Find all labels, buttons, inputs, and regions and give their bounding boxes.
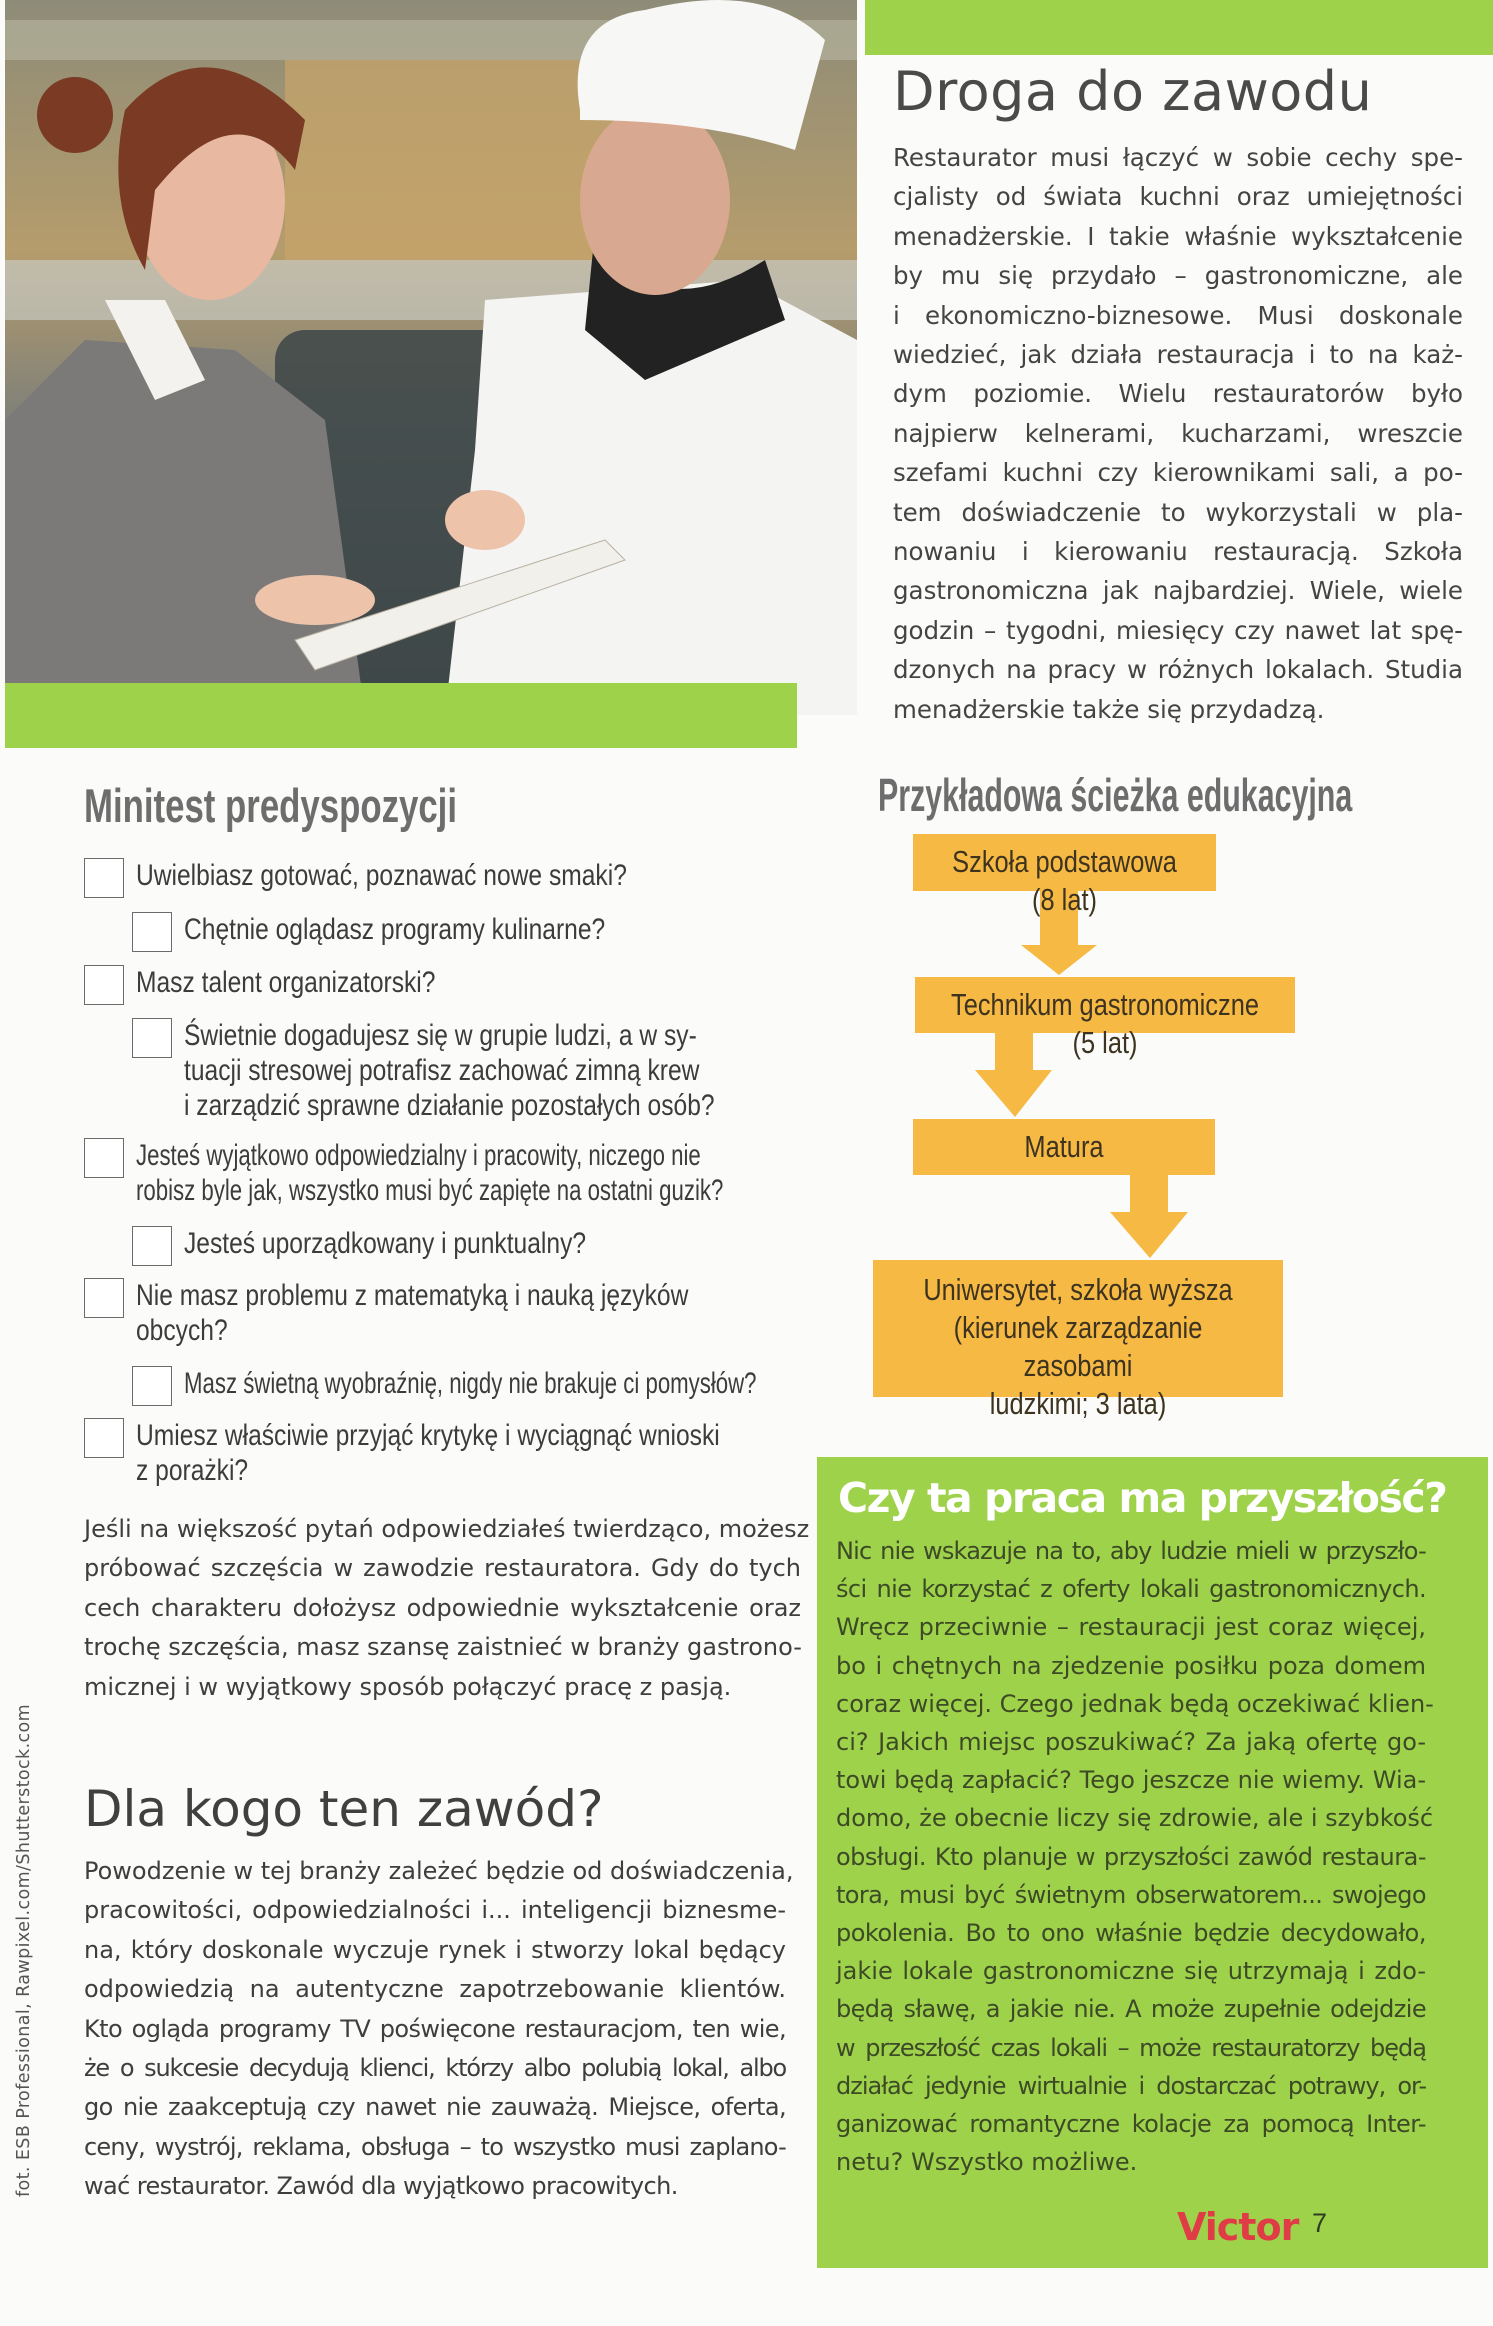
step-text: Technikum gastronomiczne (5 lat) bbox=[950, 987, 1260, 1060]
dla-kogo-body bbox=[84, 1852, 794, 2207]
minitest-item[interactable] bbox=[132, 912, 698, 952]
minitest-item[interactable] bbox=[84, 1418, 848, 1488]
minitest-item[interactable] bbox=[132, 1018, 831, 1123]
step-text: Szkoła podstawowa (8 lat) bbox=[952, 844, 1177, 917]
future-line: coraz więcej. Czego jednak będą oczekiwać klien- bbox=[836, 1689, 1434, 1718]
droga-line: dzonych na pracy w różnych lokalach. Studia bbox=[893, 655, 1463, 685]
dla-kogo-line: Powodzenie w tej branży zależeć będzie od doświadczenia, bbox=[84, 1857, 794, 1885]
checkbox[interactable] bbox=[84, 965, 124, 1005]
future-line: ci? Jakich miejsc poszukiwać? Za jaką ofertę go- bbox=[836, 1728, 1426, 1757]
droga-line: szefami kuchni czy kierownikami sali, a po- bbox=[893, 458, 1463, 488]
question-line: tuacji stresowej potrafisz zachować zimną krew bbox=[184, 1054, 700, 1087]
dla-kogo-line: wać restaurator. Zawód dla wyjątkowo pracowitych. bbox=[84, 2172, 678, 2201]
future-line: tora, musi być świetnym obserwatorem... swojego bbox=[836, 1880, 1426, 1909]
minitest-item[interactable] bbox=[84, 1138, 930, 1208]
summary-line: micznej i w wyjątkowy sposób połączyć pracę z pasją. bbox=[84, 1672, 732, 1701]
question-line: Masz talent organizatorski? bbox=[136, 966, 436, 999]
hero-photo bbox=[5, 0, 857, 715]
question-line: Nie masz problemu z matematyką i nauką języków bbox=[136, 1279, 689, 1312]
summary-line: trochę szczęścia, masz szansę zaistnieć w branży gastrono- bbox=[84, 1633, 802, 1662]
step-label bbox=[910, 1271, 1246, 1423]
question-line: Jesteś uporządkowany i punktualny? bbox=[184, 1227, 587, 1260]
summary-line: Jeśli na większość pytań odpowiedziałeś twierdząco, możesz bbox=[84, 1515, 810, 1543]
page-number: 7 bbox=[1312, 2208, 1328, 2238]
droga-line: Restaurator musi łączyć w sobie cechy spe- bbox=[893, 143, 1463, 172]
droga-line: nowaniu i kierowaniu restauracją. Szkoła bbox=[893, 537, 1463, 567]
checkbox[interactable] bbox=[132, 1226, 172, 1266]
minitest-item[interactable] bbox=[132, 1366, 958, 1406]
checkbox[interactable] bbox=[84, 1418, 124, 1458]
droga-line: tem doświadczenie to wykorzystali w pla- bbox=[893, 497, 1463, 527]
photo-green-bar bbox=[5, 683, 797, 748]
question-line: Uwielbiasz gotować, poznawać nowe smaki? bbox=[136, 859, 627, 892]
minitest-question bbox=[184, 1018, 715, 1123]
minitest-title: Minitest predyspozycji bbox=[84, 779, 458, 832]
step-text: ludzkimi; 3 lata) bbox=[989, 1386, 1167, 1421]
question-line: i zarządzić sprawne działanie pozostałych osób? bbox=[184, 1089, 715, 1122]
checkbox[interactable] bbox=[84, 1138, 124, 1178]
future-line: Wręcz przeciwnie – restauracji jest coraz więcej, bbox=[836, 1613, 1426, 1642]
minitest-question bbox=[136, 1138, 723, 1208]
summary-line: próbować szczęścia w zawodzie restauratora. Gdy do tych bbox=[84, 1554, 801, 1583]
future-line: będą sławę, a jakie nie. A może zupełnie odejdzie bbox=[836, 1995, 1426, 2024]
minitest-item[interactable] bbox=[84, 965, 501, 1005]
future-line: bo i chętnych na zjedzenie posiłku poza domem bbox=[836, 1651, 1426, 1680]
step-label bbox=[940, 843, 1188, 919]
future-line: w przeszłość czas lokali – może restauratorzy będą bbox=[836, 2033, 1426, 2062]
minitest-question bbox=[136, 858, 627, 893]
victor-logo: Victor bbox=[1177, 2205, 1299, 2249]
future-line: towi będą zapłacić? Tego jeszcze nie wiemy. Wia- bbox=[836, 1766, 1426, 1795]
question-line: obcych? bbox=[136, 1314, 228, 1347]
checkbox[interactable] bbox=[132, 1018, 172, 1058]
question-line: Umiesz właściwie przyjąć krytykę i wyciągnąć wnioski bbox=[136, 1419, 720, 1452]
summary-line: cech charakteru dołożysz odpowiednie wykształcenie oraz bbox=[84, 1593, 801, 1622]
droga-body bbox=[893, 138, 1463, 729]
future-body bbox=[836, 1532, 1434, 2181]
checkbox[interactable] bbox=[84, 858, 124, 898]
minitest-question bbox=[184, 1226, 586, 1261]
minitest-question bbox=[136, 1278, 688, 1348]
arrow-down-icon bbox=[1110, 1175, 1188, 1258]
future-line: obsługi. Kto planuje w przyszłości zawód restaura- bbox=[836, 1842, 1426, 1871]
step-text: Matura bbox=[1024, 1129, 1104, 1164]
minitest-item[interactable] bbox=[84, 1278, 810, 1348]
future-line: netu? Wszystko możliwe. bbox=[836, 2148, 1138, 2177]
checkbox[interactable] bbox=[132, 912, 172, 952]
droga-line: cjalisty od świata kuchni oraz umiejętności bbox=[893, 182, 1463, 212]
question-line: Świetnie dogadujesz się w grupie ludzi, a w sy- bbox=[184, 1019, 697, 1052]
future-line: Nic nie wskazuje na to, aby ludzie mieli w przyszło- bbox=[836, 1537, 1426, 1565]
droga-line: dym poziomie. Wielu restauratorów było bbox=[893, 379, 1463, 409]
droga-line: najpierw kelnerami, kucharzami, wreszcie bbox=[893, 418, 1463, 448]
step-label bbox=[940, 1128, 1188, 1166]
future-title: Czy ta praca ma przyszłość? bbox=[838, 1474, 1447, 1522]
future-line: jakie lokale gastronomiczne się utrzymają i zdo- bbox=[836, 1957, 1426, 1986]
future-line: ganizować romantyczne kolacje za pomocą Inter- bbox=[836, 2110, 1426, 2139]
dla-kogo-line: go nie zaakceptują czy nawet nie zauważą. Miejsce, oferta, bbox=[84, 2093, 786, 2122]
dla-kogo-line: ceny, wystrój, reklama, obsługa – to wszystko musi zaplano- bbox=[84, 2132, 786, 2161]
minitest-question bbox=[184, 1366, 757, 1401]
step-text: Uniwersytet, szkoła wyższa bbox=[923, 1272, 1233, 1307]
top-green-bar bbox=[865, 0, 1493, 55]
minitest-question bbox=[136, 1418, 720, 1488]
droga-line: i ekonomiczno-biznesowe. Musi doskonale bbox=[893, 300, 1463, 330]
question-line: Chętnie oglądasz programy kulinarne? bbox=[184, 913, 606, 946]
droga-line: gastronomiczna jak najbardziej. Wiele, wiele bbox=[893, 576, 1463, 606]
question-line: z porażki? bbox=[136, 1454, 249, 1487]
future-line: ści nie korzystać z oferty lokali gastronomicznych. bbox=[836, 1575, 1426, 1604]
future-line: domo, że obecnie liczy się zdrowie, ale i szybkość bbox=[836, 1804, 1434, 1833]
education-path-diagram bbox=[860, 820, 1493, 1421]
step-label bbox=[949, 986, 1261, 1062]
droga-title: Droga do zawodu bbox=[893, 60, 1373, 123]
dla-kogo-title: Dla kogo ten zawód? bbox=[84, 1780, 604, 1838]
question-line: Masz świetną wyobraźnię, nigdy nie brakuje ci pomysłów? bbox=[184, 1367, 757, 1400]
question-line: robisz byle jak, wszystko musi być zapięte na ostatni guzik? bbox=[136, 1174, 724, 1207]
dla-kogo-line: pracowitości, odpowiedzialności i... inteligencji biznesme- bbox=[84, 1896, 786, 1925]
minitest-question bbox=[136, 965, 435, 1000]
photo-credit: fot. ESB Professional, Rawpixel.com/Shutterstock.com bbox=[14, 1703, 34, 2197]
woman-and-chef-photo bbox=[5, 0, 857, 715]
checkbox[interactable] bbox=[84, 1278, 124, 1318]
droga-line: menadżerskie także się przydadzą. bbox=[893, 694, 1325, 724]
droga-line: godzin – tygodni, miesięcy czy nawet lat spę- bbox=[893, 615, 1463, 645]
minitest-summary bbox=[84, 1510, 810, 1707]
question-line: Jesteś wyjątkowo odpowiedzialny i pracowity, niczego nie bbox=[136, 1139, 701, 1172]
future-line: działać jedynie wirtualnie i dostarczać potrawy, or- bbox=[836, 2071, 1426, 2100]
minitest-item[interactable] bbox=[84, 858, 735, 898]
dla-kogo-line: odpowiedzią na autentyczne zapotrzebowanie klientów. bbox=[84, 1975, 786, 2004]
checkbox[interactable] bbox=[132, 1366, 172, 1406]
minitest-question bbox=[184, 912, 605, 947]
droga-line: wiedzieć, jak działa restauracja i to na każ- bbox=[893, 340, 1463, 370]
path-title: Przykładowa ścieżka edukacyjna bbox=[878, 769, 1353, 821]
dla-kogo-line: Kto ogląda programy TV poświęcone restauracjom, ten wie, bbox=[84, 2014, 786, 2043]
step-text: (kierunek zarządzanie zasobami bbox=[953, 1310, 1203, 1383]
future-line: pokolenia. Bo to ono właśnie będzie decydowało, bbox=[836, 1919, 1426, 1948]
dla-kogo-line: że o sukcesie decydują klienci, którzy albo polubią lokal, albo bbox=[84, 2054, 786, 2083]
droga-line: by mu się przydało – gastronomiczne, ale bbox=[893, 261, 1463, 291]
dla-kogo-line: na, który doskonale wyczuje rynek i stworzy lokal będący bbox=[84, 1935, 786, 1964]
droga-line: menadżerskie. I takie właśnie wykształcenie bbox=[893, 221, 1463, 251]
minitest-item[interactable] bbox=[132, 1226, 674, 1266]
